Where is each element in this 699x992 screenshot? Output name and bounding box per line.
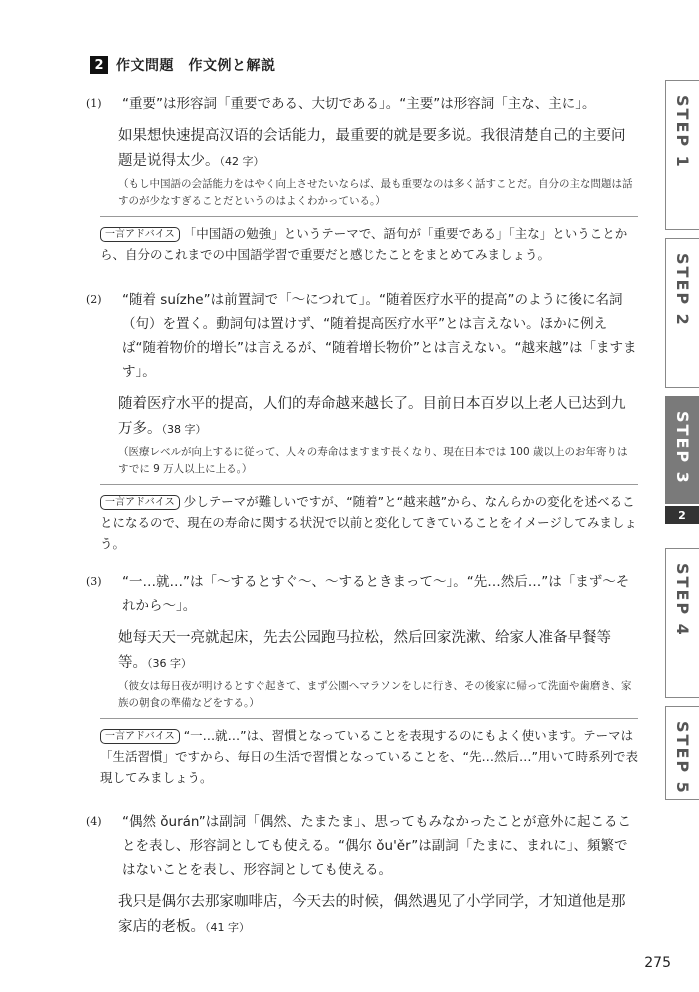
advice xyxy=(100,216,638,265)
char-count: （41 字） xyxy=(205,921,250,934)
advice xyxy=(100,718,638,788)
example-text: 随着医疗水平的提高，人们的寿命越来越长了。目前日本百岁以上老人已达到九万多。 xyxy=(118,396,626,437)
page-number: 275 xyxy=(644,955,671,971)
question-2 xyxy=(82,288,638,554)
example-sentence xyxy=(118,626,638,676)
tab-label: STEP 4 xyxy=(673,563,692,637)
question-1 xyxy=(82,92,638,265)
example-sentence xyxy=(118,392,638,442)
tab-step-5[interactable] xyxy=(665,706,699,800)
tab-step-4[interactable] xyxy=(665,548,699,698)
tab-step-3-page: 2 xyxy=(665,506,699,524)
translation: （医療レベルが向上するに従って、人々の寿命はますます長くなり、現在日本では 100 歳以上のお年寄りはすでに 9 万人以上に上る。） xyxy=(118,446,628,475)
section-header xyxy=(90,55,276,75)
example-sentence xyxy=(118,124,638,174)
question-number: (4) xyxy=(86,815,102,828)
translation: （もし中国語の会話能力をはやく向上させたいならば、最も重要なのは多く話すことだ。自分の主な問題は話すのが少なすぎることだというのはよくわかっている。） xyxy=(118,178,633,207)
question-3 xyxy=(82,570,638,788)
section-number: 2 xyxy=(90,56,108,74)
example-text: 我只是偶尔去那家咖啡店，今天去的时候，偶然遇见了小学同学，才知道他是那家店的老板。 xyxy=(118,894,626,935)
tab-label: STEP 5 xyxy=(673,721,692,795)
char-count: （38 字） xyxy=(161,423,207,436)
char-count: （36 字） xyxy=(147,657,192,670)
section-title: 作文問題 作文例と解説 xyxy=(116,58,276,74)
tab-label: STEP 2 xyxy=(673,253,692,327)
explanation: “随着 suízhe”は前置詞で「～につれて」。“随着医疗水平的提高”のように後に名詞（句）を置く。動詞句は置けず、“随着提高医疗水平”とは言えない。ほかに例えば“随着物价的增长”は言えるが、“随着增长物价”とは言えない。“越来越”は「ますます」。 xyxy=(122,292,637,380)
explanation: “偶然 ǒurán”は副詞「偶然、たまたま」、思ってもみなかったことが意外に起こることを表し、形容詞としても使える。“偶尔 ǒu'ěr”は副詞「たまに、まれに」、頻繁ではないことを表し、形容詞としても使える。 xyxy=(122,814,631,878)
step-tabs xyxy=(665,80,699,800)
tab-step-2[interactable] xyxy=(665,238,699,388)
question-number: (3) xyxy=(86,575,102,588)
example-text: 她每天天一亮就起床，先去公园跑马拉松，然后回家洗漱、给家人准备早餐等等。 xyxy=(118,630,611,671)
explanation: “一…就…”は「～するとすぐ～、～するときまって～」。“先…然后…”は「まず～それから～」。 xyxy=(122,574,630,614)
advice-text: 少しテーマが難しいですが、“随着”と“越来越”から、なんらかの変化を述べることになるので、現在の寿命に関する状況で以前と変化してきていることをイメージしてみましょう。 xyxy=(100,494,637,551)
tab-step-3[interactable] xyxy=(665,396,699,504)
advice-badge: 一言アドバイス xyxy=(100,729,180,744)
explanation: “重要”は形容詞「重要である、大切である」。“主要”は形容詞「主な、主に」。 xyxy=(122,96,596,112)
translation: （彼女は毎日夜が明けるとすぐ起きて、まず公園へマラソンをしに行き、その後家に帰って洗面や歯磨き、家族の朝食の準備などをする。） xyxy=(118,680,632,709)
question-number: (1) xyxy=(86,97,102,110)
advice-badge: 一言アドバイス xyxy=(100,495,180,510)
question-4 xyxy=(82,810,638,940)
tab-label: STEP 3 xyxy=(673,411,692,485)
advice-badge: 一言アドバイス xyxy=(100,227,180,242)
tab-step-1[interactable] xyxy=(665,80,699,230)
advice xyxy=(100,484,638,554)
char-count: （42 字） xyxy=(219,155,265,168)
tab-label: STEP 1 xyxy=(673,95,692,169)
example-text: 如果想快速提高汉语的会话能力，最重要的就是要多说。我很清楚自己的主要问题是说得太少。 xyxy=(118,128,626,169)
question-number: (2) xyxy=(86,293,102,306)
advice-text: “一…就…”は、習慣となっていることを表現するのにもよく使います。テーマは「生活習慣」ですから、毎日の生活で習慣となっていることを、“先…然后…”用いて時系列で表現してみましょう。 xyxy=(100,728,638,785)
advice-text: 「中国語の勉強」というテーマで、語句が「重要である」「主な」ということから、自分のこれまでの中国語学習で重要だと感じたことをまとめてみましょう。 xyxy=(100,226,628,262)
example-sentence xyxy=(118,890,638,940)
